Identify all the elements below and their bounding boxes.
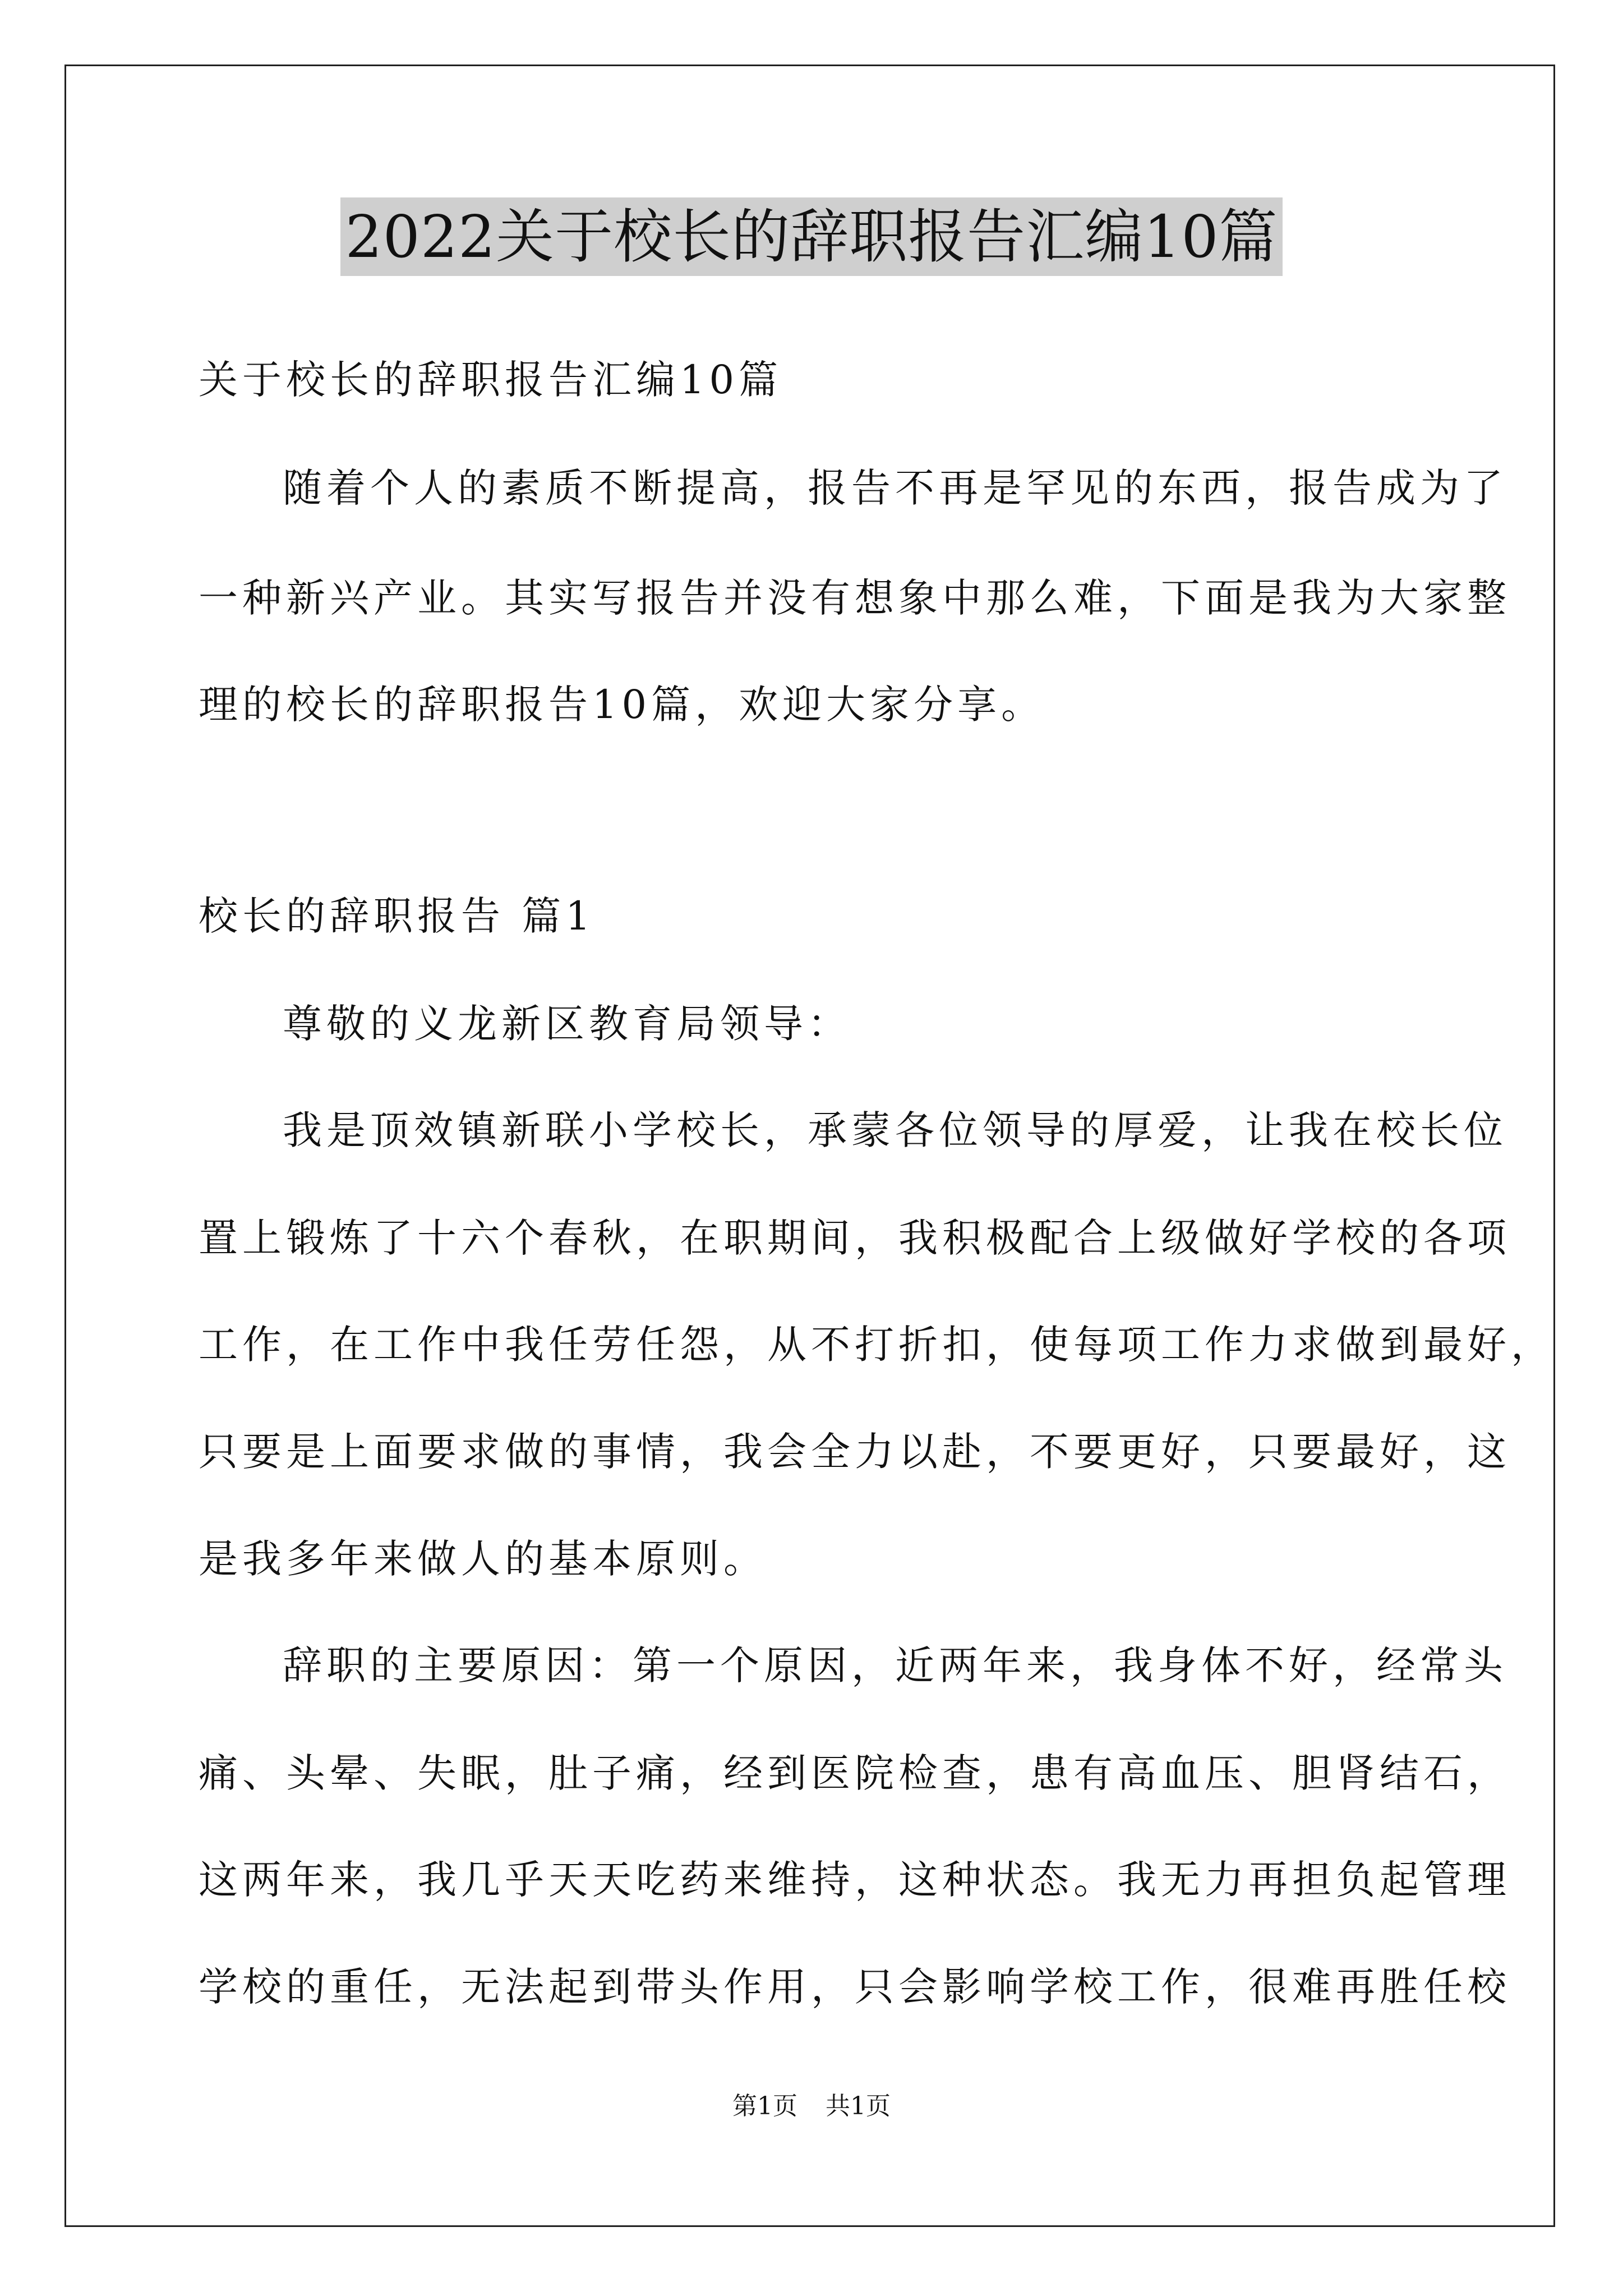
paragraph2-line-2: 痛、头晕、失眠，肚子痛，经到医院检查，患有高血压、胆肾结石， [199,1750,1511,1796]
paragraph1-line-5: 是我多年来做人的基本原则。 [199,1536,767,1582]
title-container [0,197,1623,276]
paragraph2-line-1: 辞职的主要原因：第一个原因，近两年来，我身体不好，经常头 [283,1642,1507,1688]
paragraph1-line-2: 置上锻炼了十六个春秋，在职期间，我积极配合上级做好学校的各项 [199,1215,1511,1261]
document-title: 2022关于校长的辞职报告汇编10篇 [340,197,1282,276]
paragraph2-line-3: 这两年来，我几乎天天吃药来维持，这种状态。我无力再担负起管理 [199,1857,1511,1903]
page-footer [0,2090,1623,2123]
section-heading: 校长的辞职报告 篇1 [199,893,595,939]
document-subtitle: 关于校长的辞职报告汇编10篇 [199,357,783,403]
paragraph1-line-3: 工作，在工作中我任劳任怨，从不打折扣，使每项工作力求做到最好， [199,1322,1555,1368]
intro-line-1: 随着个人的素质不断提高，报告不再是罕见的东西，报告成为了 [283,465,1507,511]
paragraph1-line-1: 我是顶效镇新联小学校长，承蒙各位领导的厚爱，让我在校长位 [283,1107,1507,1153]
intro-line-3: 理的校长的辞职报告10篇，欢迎大家分享。 [199,682,1045,728]
salutation: 尊敬的义龙新区教育局领导： [283,1001,851,1047]
paragraph2-line-4: 学校的重任，无法起到带头作用，只会影响学校工作，很难再胜任校 [199,1964,1511,2010]
page-total: 共1页 [826,2092,891,2120]
page-number: 第1页 [732,2092,797,2120]
intro-line-2: 一种新兴产业。其实写报告并没有想象中那么难，下面是我为大家整 [199,575,1511,621]
paragraph1-line-4: 只要是上面要求做的事情，我会全力以赴，不要更好，只要最好，这 [199,1429,1511,1475]
